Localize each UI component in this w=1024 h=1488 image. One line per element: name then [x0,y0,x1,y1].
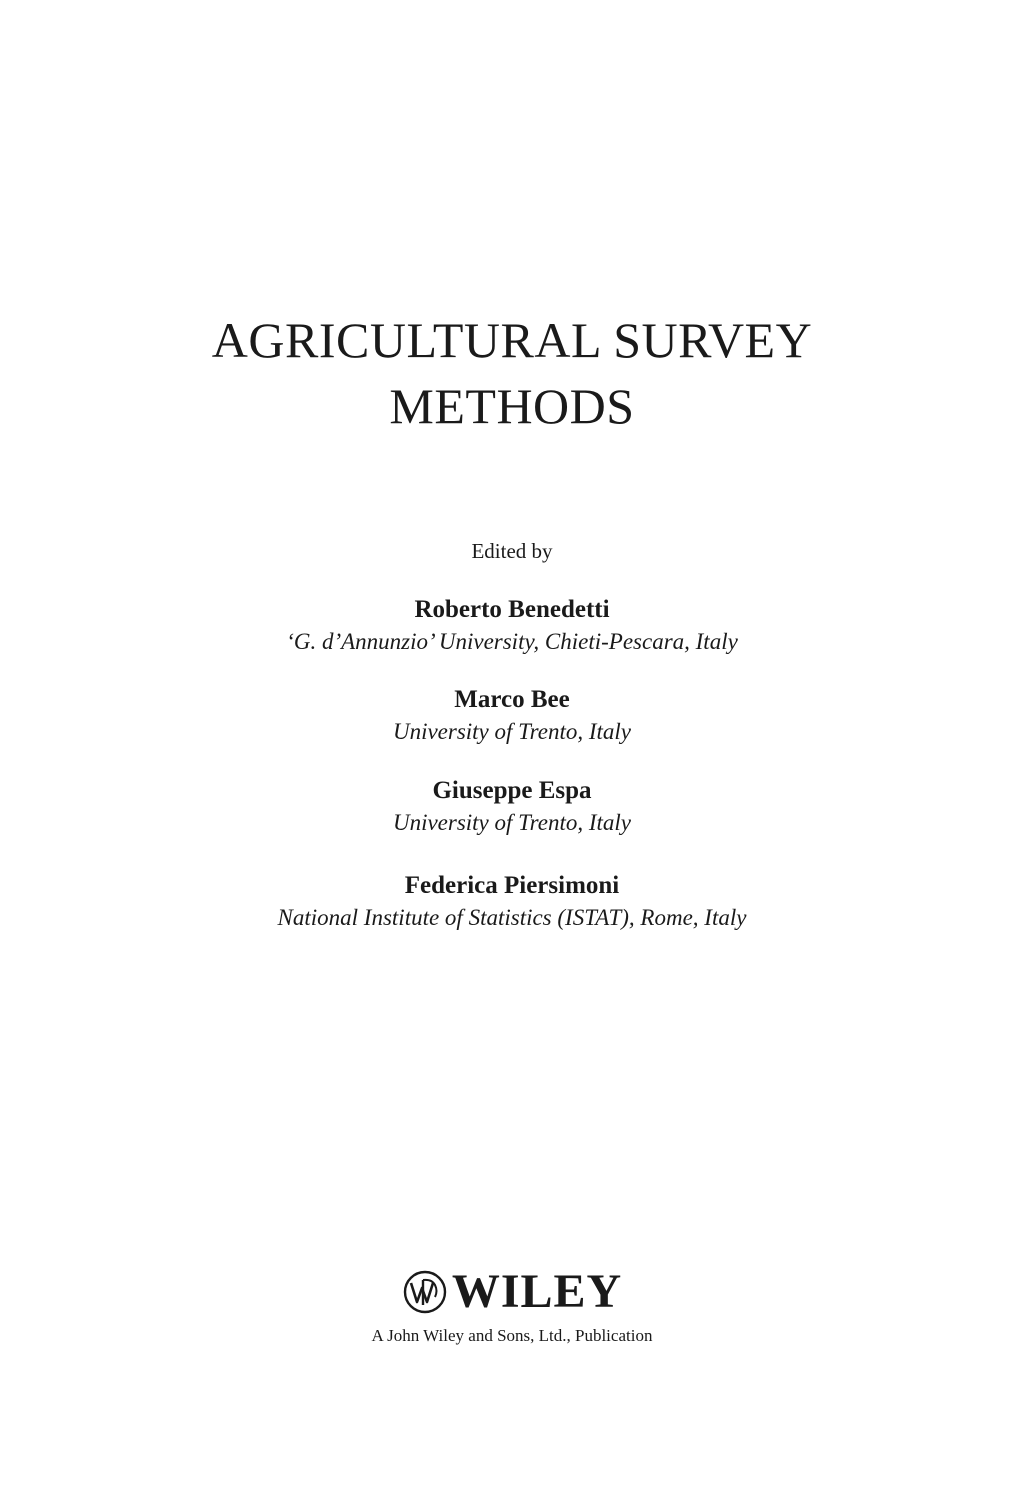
book-title-line-1: AGRICULTURAL SURVEY [211,312,813,368]
editor-name: Federica Piersimoni [404,872,620,899]
editor-affiliation: ‘G. d’Annunzio’ University, Chieti-Pescara, Italy [286,629,738,654]
wiley-emblem-icon [402,1269,448,1315]
editor-affiliation: University of Trento, Italy [392,810,632,835]
book-title [0,307,1024,439]
editor-affiliation: National Institute of Statistics (ISTAT), Rome, Italy [277,905,747,930]
editor-name: Giuseppe Espa [432,777,592,804]
editor-name: Roberto Benedetti [414,596,610,623]
book-title-line-2: METHODS [389,378,635,434]
editor-block [0,684,1024,748]
editor-block [0,870,1024,934]
editor-block [0,775,1024,839]
editor-affiliation: University of Trento, Italy [392,719,632,744]
wiley-wordmark: WILEY [451,1265,623,1318]
editor-block [0,594,1024,658]
publisher-block [0,1266,1024,1346]
publisher-logo [402,1266,622,1318]
editor-name: Marco Bee [454,686,570,713]
edited-by-label: Edited by [471,539,553,563]
publisher-line: A John Wiley and Sons, Ltd., Publication [371,1326,653,1345]
